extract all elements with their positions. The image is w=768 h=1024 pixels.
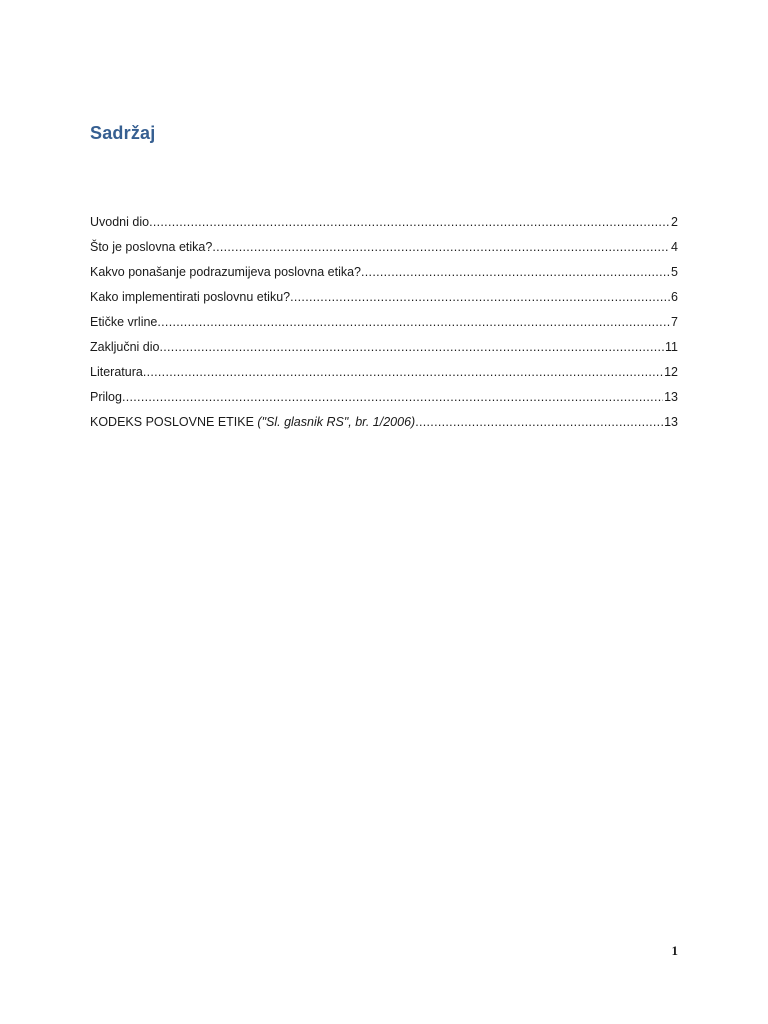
table-of-contents: [90, 212, 678, 437]
page-number: 1: [671, 943, 678, 958]
toc-entry-page: 12: [664, 365, 678, 379]
toc-entry-prilog[interactable]: [90, 387, 678, 412]
toc-title: Sadržaj: [90, 123, 156, 143]
toc-entry-page: 13: [664, 390, 678, 404]
toc-entry-text: Etičke vrline: [90, 315, 158, 329]
toc-entry-page: 7: [671, 315, 678, 329]
toc-dot-leader: [415, 412, 663, 432]
toc-entry-text: Prilog: [90, 390, 122, 404]
toc-dot-leader: [290, 287, 670, 307]
toc-entry-text: Kako implementirati poslovnu etiku?: [90, 290, 291, 304]
toc-entry-text: Kakvo ponašanje podrazumijeva poslovna etika?: [90, 265, 362, 279]
toc-entry-page: 4: [671, 240, 678, 254]
toc-entry-zakljucni-dio[interactable]: [90, 337, 678, 362]
toc-entry-page: 11: [665, 340, 678, 354]
toc-entry-text: Što je poslovna etika?: [90, 240, 213, 254]
toc-entry-page: 2: [671, 215, 678, 229]
toc-entry-page: 5: [671, 265, 678, 279]
toc-dot-leader: [157, 312, 670, 332]
toc-entry-kako-implementirati[interactable]: [90, 287, 678, 312]
toc-entry-sto-je-poslovna-etika[interactable]: [90, 237, 678, 262]
toc-entry-kodeks-poslovne-etike[interactable]: [90, 412, 678, 437]
toc-entry-kakvo-ponasanje[interactable]: [90, 262, 678, 287]
toc-entry-text: Literatura: [90, 365, 143, 379]
toc-dot-leader: [212, 237, 670, 257]
toc-dot-leader: [149, 212, 670, 232]
toc-entry-page: 13: [664, 415, 678, 429]
toc-entry-uvodni-dio[interactable]: [90, 212, 678, 237]
toc-entry-text: Zaključni dio: [90, 340, 160, 354]
toc-entry-text: KODEKS POSLOVNE ETIKE ("Sl. glasnik RS", br. 1/2006): [90, 415, 416, 429]
toc-entry-literatura[interactable]: [90, 362, 678, 387]
toc-entry-page: 6: [671, 290, 678, 304]
toc-dot-leader: [361, 262, 670, 282]
toc-entry-text: Uvodni dio: [90, 215, 150, 229]
toc-dot-leader: [159, 337, 664, 357]
toc-dot-leader: [143, 362, 663, 382]
toc-dot-leader: [122, 387, 663, 407]
toc-entry-eticke-vrline[interactable]: [90, 312, 678, 337]
